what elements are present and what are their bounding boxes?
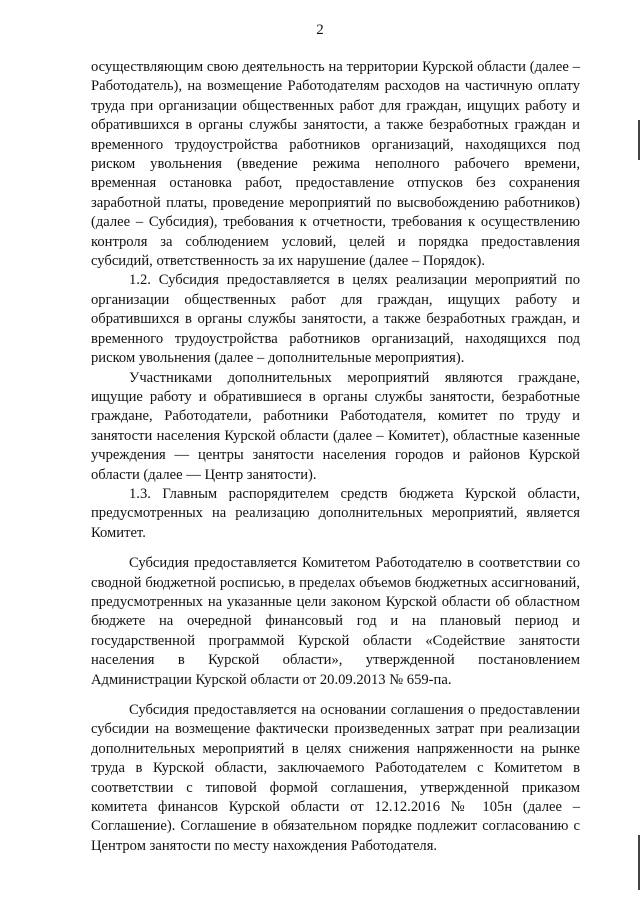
paragraph-participants: Участниками дополнительных мероприятий являются граждане, ищущие работу и обратившиеся в органы службы занятости, безработные граждане, Работодатели, работники Работодателя, комитет по труду и занятости населения Курской области (далее – Комитет), областные казенные учреждения — центры занятости населения городов и районов Курской области (далее — Центр занятости). bbox=[91, 369, 580, 483]
document-body bbox=[91, 58, 580, 856]
paragraph-subsidy-provision: Субсидия предоставляется Комитетом Работодателю в соответствии со сводной бюджетной росписью, в пределах объемов бюджетных ассигнований, предусмотренных на указанные цели законом Курской области об областном бюджете на очередной финансовый год и на плановый период и государственной программой Курской области «Содействие занятости населения в Курской области», утвержденной постановлением Администрации Курской области от 20.09.2013 № 659-па. bbox=[91, 555, 580, 688]
paragraph-1-2: 1.2. Субсидия предоставляется в целях реализации мероприятий по организации общественных работ для граждан, ищущих работу и обратившихся в органы службы занятости, а также безработных граждан, и временного трудоустройства работников организаций, находящихся под риском увольнения (далее – дополнительные мероприятия). bbox=[91, 272, 580, 367]
page-number: 2 bbox=[316, 22, 324, 38]
paragraph-continuation: осуществляющим свою деятельность на территории Курской области (далее – Работодатель), на возмещение Работодателям расходов на частичную оплату труда при организации общественных работ для граждан, ищущих работу и обратившихся в органы службы занятости, а также безработных граждан и временного трудоустройства работников организаций, находящихся под риском увольнения (введение режима неполного рабочего времени, временная остановка работ, предоставление отпусков без сохранения заработной платы, проведение мероприятий по высвобождению работников) (далее – Субсидия), требования к отчетности, требования к осуществлению контроля за соблюдением условий, целей и порядка предоставления субсидий, ответственность за их нарушение (далее – Порядок). bbox=[91, 59, 580, 270]
paragraph-subsidy-agreement: Субсидия предоставляется на основании соглашения о предоставлении субсидии на возмещение фактически произведенных затрат при реализации дополнительных мероприятий в целях снижения напряженности на рынке труда в Курской области, заключаемого Работодателем с Комитетом в соответствии с типовой формой соглашения, утвержденной приказом комитета финансов Курской области от 12.12.2016 № 105н (далее – Соглашение). Соглашение в обязательном порядке подлежит согласованию с Центром занятости по месту нахождения Работодателя. bbox=[91, 702, 580, 854]
paragraph-1-3: 1.3. Главным распорядителем средств бюджета Курской области, предусмотренных на реализацию дополнительных мероприятий, является Комитет. bbox=[91, 485, 580, 541]
